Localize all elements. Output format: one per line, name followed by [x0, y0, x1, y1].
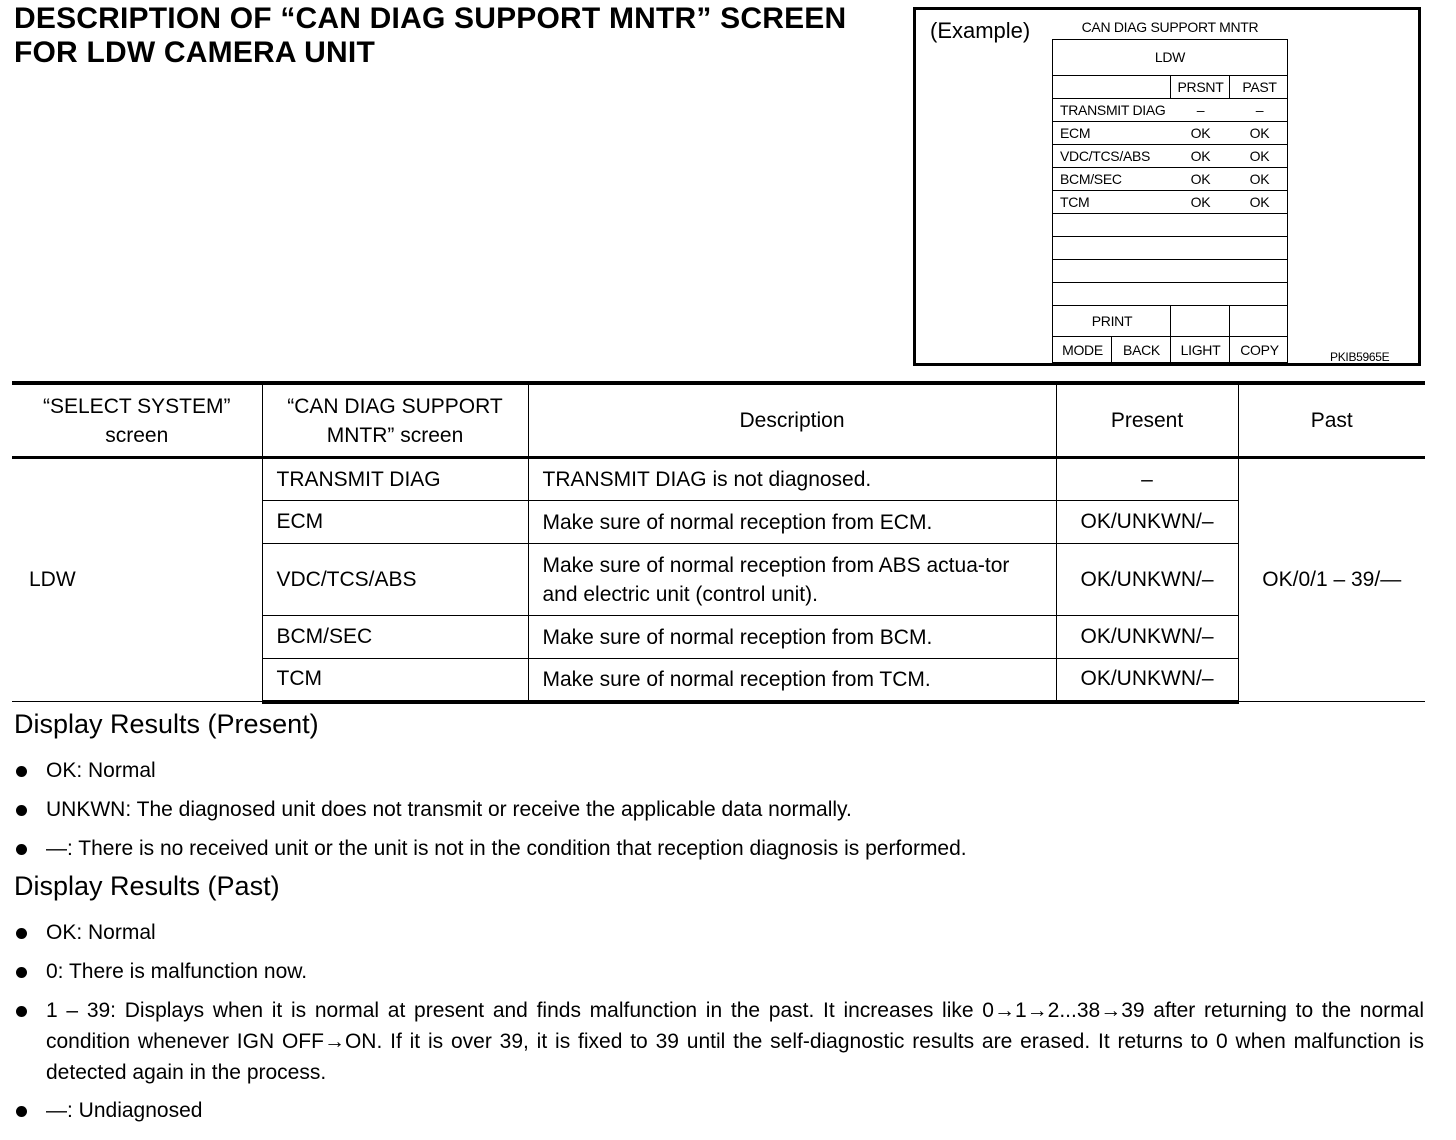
present-results-heading: Display Results (Present): [14, 709, 319, 739]
description-cell: Make sure of normal reception from BCM.: [528, 616, 1056, 659]
header-past: Past: [1238, 383, 1425, 458]
list-item: —: Undiagnosed: [14, 1095, 1424, 1126]
item-cell: BCM/SEC: [262, 616, 528, 659]
example-screen-figure: [913, 7, 1421, 366]
present-cell: OK/UNKWN/–: [1056, 616, 1238, 659]
example-light-button[interactable]: LIGHT: [1180, 342, 1221, 358]
example-row-present: OK: [1190, 125, 1211, 141]
list-item: OK: Normal: [14, 917, 1424, 948]
example-system: LDW: [1154, 49, 1186, 65]
header-description: Description: [528, 383, 1056, 458]
list-item: 1 – 39: Displays when it is normal at present and finds malfunction in the past. It increases like 0→1→2...38→39 after returning to the normal condition whenever IGN OFF→ON. If it is over 39, it is fixed to 39 until the self-diagnostic results are erased. It returns to 0 when malfunction is detected again in the process.: [14, 995, 1424, 1088]
example-mode-button[interactable]: MODE: [1062, 342, 1103, 358]
item-cell: TRANSMIT DIAG: [262, 458, 528, 501]
page-title-line-1: DESCRIPTION OF “CAN DIAG SUPPORT MNTR” SCREEN: [14, 2, 847, 35]
past-results-list: [14, 917, 1424, 1126]
example-col-past: PAST: [1242, 79, 1277, 95]
past-results-heading: Display Results (Past): [14, 871, 280, 901]
example-row-name: TCM: [1060, 194, 1090, 210]
example-row-past: –: [1255, 102, 1264, 118]
can-diag-table: [12, 381, 1425, 704]
example-row-past: OK: [1249, 171, 1270, 187]
example-print-button[interactable]: PRINT: [1091, 313, 1133, 329]
example-row-present: OK: [1190, 171, 1211, 187]
page-title: [14, 2, 904, 70]
list-item: OK: Normal: [14, 755, 1424, 786]
example-row-name: VDC/TCS/ABS: [1060, 148, 1151, 164]
example-row-past: OK: [1249, 194, 1270, 210]
example-row-past: OK: [1249, 125, 1270, 141]
example-row-present: OK: [1190, 148, 1211, 164]
example-row-name: ECM: [1060, 125, 1091, 141]
list-item: —: There is no received unit or the unit is not in the condition that reception diagnosis is performed.: [14, 833, 1424, 864]
example-copy-button[interactable]: COPY: [1240, 342, 1279, 358]
past-cell: OK/0/1 – 39/—: [1238, 458, 1425, 702]
header-select-system: “SELECT SYSTEM” screen: [12, 383, 262, 458]
example-back-button[interactable]: BACK: [1123, 342, 1160, 358]
example-screen: [1052, 39, 1288, 363]
description-cell: Make sure of normal reception from ECM.: [528, 501, 1056, 544]
example-col-present: PRSNT: [1177, 79, 1224, 95]
example-row-name: TRANSMIT DIAG: [1060, 102, 1166, 118]
header-present: Present: [1056, 383, 1238, 458]
example-label: (Example): [930, 18, 1031, 43]
description-cell: Make sure of normal reception from ABS actua-tor and electric unit (control unit).: [528, 544, 1056, 616]
example-row-name: BCM/SEC: [1060, 171, 1122, 187]
system-cell: LDW: [12, 458, 262, 702]
present-results-list: [14, 755, 1424, 864]
description-cell: TRANSMIT DIAG is not diagnosed.: [528, 458, 1056, 501]
page-title-line-2: FOR LDW CAMERA UNIT: [14, 36, 375, 69]
example-row-present: OK: [1190, 194, 1211, 210]
list-item: 0: There is malfunction now.: [14, 956, 1424, 987]
present-cell: OK/UNKWN/–: [1056, 501, 1238, 544]
present-cell: –: [1056, 458, 1238, 501]
header-can-diag: “CAN DIAG SUPPORT MNTR” screen: [262, 383, 528, 458]
table-row: [12, 458, 1425, 501]
example-row-past: OK: [1249, 148, 1270, 164]
figure-code: PKIB5965E: [1330, 350, 1390, 364]
present-cell: OK/UNKWN/–: [1056, 544, 1238, 616]
example-row-present: –: [1196, 102, 1205, 118]
table-header-row: [12, 383, 1425, 458]
example-screen-title: CAN DIAG SUPPORT MNTR: [1081, 19, 1259, 35]
list-item: UNKWN: The diagnosed unit does not transmit or receive the applicable data normally.: [14, 794, 1424, 825]
item-cell: TCM: [262, 659, 528, 702]
description-cell: Make sure of normal reception from TCM.: [528, 659, 1056, 702]
item-cell: VDC/TCS/ABS: [262, 544, 528, 616]
present-cell: OK/UNKWN/–: [1056, 659, 1238, 702]
item-cell: ECM: [262, 501, 528, 544]
